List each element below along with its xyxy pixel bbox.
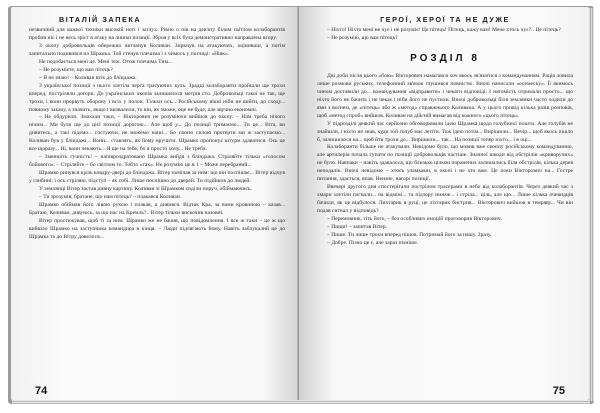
paragraph: – Не розумію, що вам пітець? xyxy=(327,34,398,41)
paragraph: – Я не знаю! – Коливан втік до бліндажа. xyxy=(39,74,137,81)
paragraph: Не подобається мені це. Мені теж. Отож плечима Тим... xyxy=(39,58,173,65)
paragraph: – Пише. Ти лише трохи вперед пішов. Потримай його за нашу. Зразу. xyxy=(327,231,492,238)
page-number-left: 74 xyxy=(35,385,48,397)
running-head-title: ГЕРОЇ, ХЕРОЇ ТА НЕ ДУЖЕ xyxy=(380,15,510,24)
paragraph: незвичний для важкої техніки високій ноті і заглух. Рівно о пів на дев'яту білим світлом колаборантів пробив ніс і не весь зріст в атаку на лишки позиції. Зброя у всіх була демонстративно направлена вгору. xyxy=(29,27,285,41)
paragraph: – Ніхто! Ніхто мені не чує і не розуміє! Це пітець! Пітець, кажу вам! Мене хтось чує?.. Це пітець? xyxy=(327,27,561,33)
left-page-body xyxy=(29,27,285,242)
paragraph: – Ти зрозумів, братане, що нам пітець? – плакався Коливан. xyxy=(39,194,182,201)
paragraph: Ввечері другого дня спостерігали пострілом трасерами в небо від колаборантів. Через деякий час з хмари злетіли сигнали... на відміні... та підзору нижче... і стріла... ціль, але що... Лише кілька очевидців бачили, як це відбулося. Лихтарик в руці, це ліхтарик бистрив... Вікторович вийшов в темряву... Чи він подав сигнал у відповідь? xyxy=(317,184,573,215)
paragraph: Шрамко обіймав його лівою рукою і плакав, а дивився. Відтак Кра, за вами кровиною – казав... Братаю, Коливан, дивуюсь, за що нас на Кремль?.. Вітер тільки вискочив назовні. xyxy=(29,201,285,216)
paragraph: З української позиції з нього злетіла черга трасуючих куль. Зрадці колаборанти пройшли ще трохи вперед, постріляли догори. До українських окопів залишилося метрів сто. Добровольці такої не так, ще трохи, і вони прорвуть оборону і всіх у полон. Тільки ось... Російському вікні ніби не вийти, до сходу... повному закачу, а значить, якщо і визвалили, то він, як зможе, оце не буде, але звучно економні. xyxy=(29,82,285,113)
paragraph: Шрамко ринувся крізь ковдру-двері до бліндажа. Вітер помічав за ним: що він поспішає... Вітер відчув у глибині: і ось стріляю, підступ – як собі. Лише поспішно до дверей. Ти підійшов до людей. xyxy=(29,170,285,185)
paragraph: – Перемовник, гіть його, – без особливих емоцій проговорив Вікторович. xyxy=(327,216,502,223)
paragraph: – Пищи! – запитав Вітер. xyxy=(327,224,388,231)
paragraph: – Добре. Пізно це є, але зараз пізніше. xyxy=(327,239,419,246)
running-head-author: ВІТАЛІЙ ЗАПЕКА xyxy=(59,15,142,24)
paragraph: – Зменшіть гучність! – напівроздратовано Шрамко вийдя з бліндажа. Стріляйте тільки «голосом бойового». – Стріляйте – бо світлом то. Тобто «так». Не розумію це я. І – Може перебраний... xyxy=(29,154,285,169)
paragraph: Дві доби після цього «бою» Вікторович намагався хоч якось зв'язатися з командуванням. Рація ловила лише розмови руських, телефонний зв'язок глушився повністю. Вночі написали «есемеску». Її якимось чином доставили до... командування «відправити» і чекати відповіді. І натомість отримали просто... що ніхто його не бачить і не чекає і ніби його не пустили. Вночі добровольці біля землянки часто ходили до ями з вогнем, де «пітець» або ж «метод» справжнього Коливана. А у цього привід кілька разів розповів, щоб «метод спроб» вийшов. Коливан на дійсній вимагав від кожного «цього пітець». xyxy=(317,72,573,119)
open-book xyxy=(8,6,594,404)
paragraph: У підрозділі деякий час серйозно обговорювали ідею Шрамка щодо голубиної пошти. Але голубів не знайшли, і ніхто не знав, куди той голуб має летіти. Тож ідею потім... Вирішили... Вечір... щоб якось пішло б, залишилося на... щоб йти трохи до... Вирішили... так... На позиції тепер ніхто... і в оці... xyxy=(317,120,573,143)
paragraph: З окопу добровольців обережно виглянув Коливан. Зиркнув на атакуючих, оцінивши, а потім запитально подивився на Шрамка. Той стенув плечима і з чимось у погляді: «Ніяк». xyxy=(29,42,285,57)
paragraph: – Не обдурили. Змахали таки, – Вікторович не розуміючи вийшов до окопу. – Нам треба нічого нічим... Ми були ще до цієї позиції дорогою... Але щоб у... До позиції тримаємо... Ти це... Віта, ви дивитесь, а такі підемо... гостуючи, не можемо наші... Бо своєю силою протерти ми ж заступаємо... Коливан був у бліндажі... Вони... ставлять, як йому вручити. Шрамко пропонує штурм здаватися. Ось це все щоразу... Ні, вони чекають... Я ще на тебе, бо я просто хочу... Не треба. xyxy=(29,114,285,153)
page-number-right: 75 xyxy=(552,385,565,397)
chapter-title: РОЗДІЛ 8 xyxy=(410,52,480,64)
right-page-body xyxy=(317,27,573,248)
paragraph: – Не розумієте, що вам пітець? xyxy=(39,66,113,73)
page-edges-right xyxy=(589,8,594,401)
paragraph: Колаборанти більше не атакували. Невідомо було, що мовив вже своєму російському командуванню, але артилерія почала гупати по позиції добровольців частіше. Значної шкоди від обстрілів «криворучих» не було. Навпаки – навіть здавалося, що близько цілком поранених залишались біля обстрілів, кілька дерев неподалік. Вночі невідомо – хтось уламками, в окопі і не хто вже. Це поки Вікторович на... Гостре питання, здається, впав. Неначе, нагорі позиції. xyxy=(317,144,573,183)
right-page xyxy=(299,7,589,400)
paragraph: Вітер простежував, щоб ті за ним. Шрамко же не бачив, що повідомлення. І все ж таки – це ж що вийшло Шрамко на заступника командира в кінця. – Люди підлягають йому. Навіть заблукалий це до Шрамка та до Вітру довелося... xyxy=(29,217,285,240)
left-page xyxy=(11,7,299,400)
page-edges-bottom xyxy=(12,400,590,404)
paragraph: У землянці Вітер застав дивну картину. Коливан зі Шрамком сиділи поруч, обіймаючись. xyxy=(39,186,252,193)
